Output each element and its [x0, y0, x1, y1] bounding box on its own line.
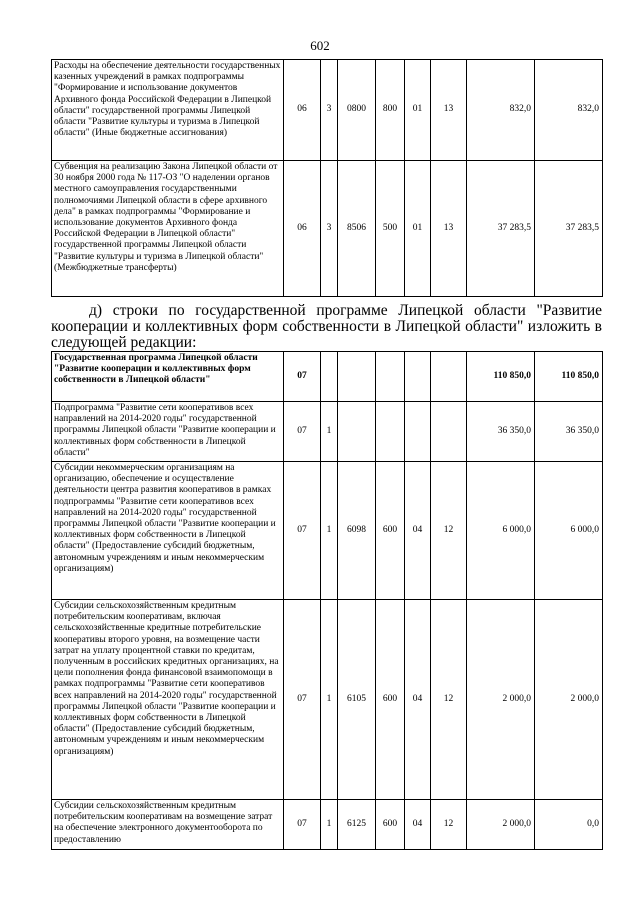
expense-type-code: 500 [376, 161, 405, 297]
amount-year-1: 2 000,0 [467, 600, 535, 800]
page-number: 602 [310, 38, 330, 53]
ministry-code: 07 [284, 800, 321, 850]
subprogram-code: 3 [321, 60, 338, 161]
amount-year-2: 0,0 [535, 800, 603, 850]
ministry-code: 06 [284, 60, 321, 161]
subprogram-code: 1 [321, 800, 338, 850]
subprogram-code [321, 352, 338, 402]
expense-name: Расходы на обеспечение деятельности государственных казенных учреждений в рамках подпрограммы "Формирование и использование документов Архивного фонда Российской Федерации в Липецкой области" государственной программы Липецкой области "Развитие культуры и туризма в Липецкой области" (Иные бюджетные ассигнования) [52, 60, 284, 161]
subsection-code: 12 [431, 600, 467, 800]
ministry-code: 07 [284, 600, 321, 800]
expense-name: Субсидии некоммерческим организациям на организацию, обеспечение и осуществление деятельности центра развития кооперативов в рамках подпрограммы "Развитие сети кооперативов всех направлений на 2014-2020 годы" государственной программы Липецкой области "Развитие кооперации и коллективных форм собственности в Липецкой области" (Предоставление субсидий бюджетным, автономным учреждениям и иным некоммерческим организациям) [52, 462, 284, 600]
target-code [338, 402, 376, 462]
table-row [52, 161, 603, 297]
expense-type-code [376, 402, 405, 462]
table-row-program [52, 352, 603, 402]
amount-year-2: 37 283,5 [535, 161, 603, 297]
amount-year-2: 110 850,0 [535, 352, 603, 402]
table-row [52, 60, 603, 161]
subprogram-code: 1 [321, 462, 338, 600]
expense-name: Подпрограмма "Развитие сети кооперативов всех направлений на 2014-2020 годы" государственной программы Липецкой области "Развитие кооперации и коллективных форм собственности в Липецкой области" [52, 402, 284, 462]
section-code: 04 [405, 800, 431, 850]
target-code [338, 352, 376, 402]
section-code [405, 402, 431, 462]
section-code [405, 352, 431, 402]
expense-type-code: 600 [376, 600, 405, 800]
expense-name: Субвенция на реализацию Закона Липецкой области от 30 ноября 2000 года № 117-ОЗ "О наделении органов местного самоуправления государственными полномочиями Липецкой области в сфере архивного дела" в рамках подпрограммы "Формирование и использование документов Архивного фонда Российской Федерации в Липецкой области" государственной программы Липецкой области "Развитие культуры и туризма в Липецкой области" (Межбюджетные трансферты) [52, 161, 284, 297]
amount-year-1: 2 000,0 [467, 800, 535, 850]
table-row [52, 402, 603, 462]
ministry-code: 07 [284, 462, 321, 600]
subsection-code: 12 [431, 800, 467, 850]
amount-year-1: 6 000,0 [467, 462, 535, 600]
expense-type-code: 600 [376, 800, 405, 850]
target-code: 6098 [338, 462, 376, 600]
amount-year-2: 6 000,0 [535, 462, 603, 600]
target-code: 0800 [338, 60, 376, 161]
section-code: 04 [405, 462, 431, 600]
expense-type-code: 800 [376, 60, 405, 161]
table-row [52, 600, 603, 800]
target-code: 8506 [338, 161, 376, 297]
budget-table-bottom [51, 351, 603, 850]
amount-year-2: 36 350,0 [535, 402, 603, 462]
subprogram-code: 3 [321, 161, 338, 297]
amount-year-1: 832,0 [467, 60, 535, 161]
table-row [52, 462, 603, 600]
table-row [52, 800, 603, 850]
section-code: 01 [405, 60, 431, 161]
expense-name: Государственная программа Липецкой области "Развитие кооперации и коллективных форм собственности в Липецкой области" [52, 352, 284, 402]
subprogram-code: 1 [321, 600, 338, 800]
amount-year-1: 110 850,0 [467, 352, 535, 402]
ministry-code: 07 [284, 352, 321, 402]
subsection-code [431, 352, 467, 402]
amount-year-1: 36 350,0 [467, 402, 535, 462]
subsection-code: 13 [431, 60, 467, 161]
section-code: 04 [405, 600, 431, 800]
amendment-paragraph: д) строки по государственной программе Липецкой области "Развитие кооперации и коллективных форм собственности в Липецкой области" изложить в следующей редакции: [51, 302, 602, 351]
budget-table-top [51, 59, 603, 297]
amount-year-2: 2 000,0 [535, 600, 603, 800]
subsection-code: 13 [431, 161, 467, 297]
section-code: 01 [405, 161, 431, 297]
subprogram-code: 1 [321, 402, 338, 462]
expense-name: Субсидии сельскохозяйственным кредитным потребительским кооперативам на возмещение затрат на обеспечение электронного документооборота по предоставлению [52, 800, 284, 850]
subsection-code [431, 402, 467, 462]
ministry-code: 06 [284, 161, 321, 297]
expense-name: Субсидии сельскохозяйственным кредитным потребительским кооперативам, включая сельскохозяйственные кредитные потребительские кооперативы второго уровня, на возмещение части затрат на уплату процентной ставки по кредитам, полученным в российских кредитных организациях, на цели пополнения фонда финансовой взаимопомощи в рамках подпрограммы "Развитие сети кооперативов всех направлений на 2014-2020 годы" государственной программы Липецкой области "Развитие кооперации и коллективных форм собственности в Липецкой области" (Предоставление субсидий бюджетным, автономным учреждениям и иным некоммерческим организациям) [52, 600, 284, 800]
expense-type-code [376, 352, 405, 402]
amount-year-1: 37 283,5 [467, 161, 535, 297]
amount-year-2: 832,0 [535, 60, 603, 161]
target-code: 6105 [338, 600, 376, 800]
subsection-code: 12 [431, 462, 467, 600]
ministry-code: 07 [284, 402, 321, 462]
target-code: 6125 [338, 800, 376, 850]
expense-type-code: 600 [376, 462, 405, 600]
